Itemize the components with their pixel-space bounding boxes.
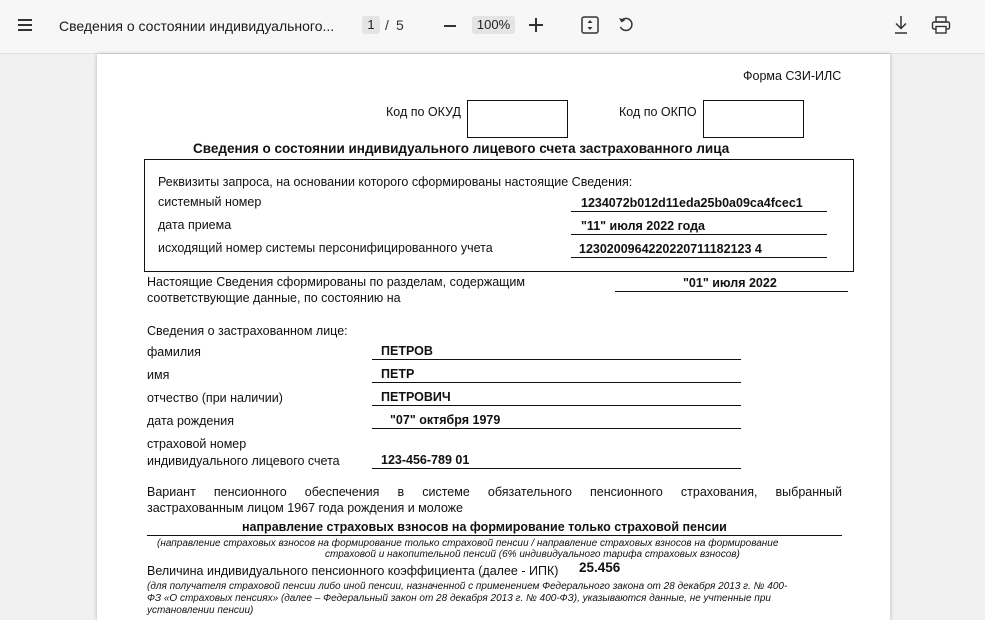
pension-note-2: страховой и накопительной пенсий (6% индивидуального тарифа страховых взносов) — [325, 549, 740, 560]
system-number-value: 1234072b012d11eda25b0a09ca4fcec1 — [581, 196, 803, 210]
ipk-note-1: (для получателя страховой пенсии либо иной пенсии, назначенной с применением Федерального закона от 28 декабря 2013 г. № 400- — [147, 581, 788, 592]
zoom-level[interactable]: 100% — [472, 16, 515, 34]
surname-label: фамилия — [147, 345, 201, 359]
fit-page-icon[interactable] — [581, 16, 599, 34]
date-underline — [571, 234, 827, 235]
birth-label: дата рождения — [147, 414, 235, 428]
document-page — [97, 54, 890, 620]
surname-value: ПЕТРОВ — [381, 344, 433, 358]
surname-underline — [372, 359, 741, 360]
person-intro: Сведения о застрахованном лице: — [147, 324, 348, 338]
pension-line-2: застрахованным лицом 1967 года рождения и моложе — [147, 501, 463, 515]
okpo-box — [703, 100, 804, 138]
date-value: "11" июля 2022 года — [581, 219, 705, 233]
ipk-value: 25.456 — [579, 560, 621, 575]
pension-choice: направление страховых взносов на формирование только страховой пенсии — [242, 520, 727, 534]
birth-underline — [372, 428, 741, 429]
name-underline — [372, 382, 741, 383]
patronymic-label: отчество (при наличии) — [147, 391, 283, 405]
pension-choice-underline — [147, 535, 842, 536]
print-icon[interactable] — [931, 16, 951, 34]
formed-line-2: соответствующие данные, по состоянию на — [147, 291, 401, 305]
zoom-in-icon[interactable] — [529, 18, 543, 32]
menu-icon[interactable] — [18, 19, 32, 31]
download-icon[interactable] — [892, 15, 910, 35]
snils-label-2: индивидуального лицевого счета — [147, 454, 340, 468]
okud-label: Код по ОКУД — [386, 105, 461, 119]
ipk-note-2: ФЗ «О страховых пенсиях» (далее – Федеральный закон от 28 декабря 2013 г. № 400-ФЗ), указываются данные, не учтенные при — [147, 593, 771, 604]
formed-date-underline — [615, 291, 848, 292]
pension-line-1: Вариант пенсионного обеспечения в системе обязательного пенсионного страхования, выбранный — [147, 485, 842, 499]
system-number-underline — [571, 211, 827, 212]
ipk-note-3: установлении пенсии) — [147, 605, 254, 616]
formed-line-1: Настоящие Сведения сформированы по разделам, содержащим — [147, 275, 526, 289]
patronymic-value: ПЕТРОВИЧ — [381, 390, 451, 404]
snils-underline — [372, 468, 741, 469]
rotate-icon[interactable] — [617, 16, 635, 34]
date-label: дата приема — [158, 218, 232, 232]
outgoing-value: 1230200964220220711182123 4 — [579, 242, 762, 256]
birth-value: "07" октября 1979 — [390, 413, 501, 427]
zoom-out-icon[interactable] — [444, 25, 456, 27]
name-value: ПЕТР — [381, 367, 415, 381]
document-heading: Сведения о состоянии индивидуального лицевого счета застрахованного лица — [193, 141, 730, 156]
outgoing-underline — [571, 257, 827, 258]
okud-box — [467, 100, 568, 138]
page-separator: / — [385, 17, 389, 33]
request-intro: Реквизиты запроса, на основании которого сформированы настоящие Сведения: — [158, 175, 633, 189]
form-label: Форма СЗИ-ИЛС — [743, 69, 842, 83]
system-number-label: системный номер — [158, 195, 262, 209]
ipk-label: Величина индивидуального пенсионного коэффициента (далее - ИПК) — [147, 564, 559, 578]
pdf-toolbar — [0, 0, 985, 54]
total-pages: 5 — [396, 17, 404, 33]
outgoing-label: исходящий номер системы персонифицированного учета — [158, 241, 493, 255]
current-page-input[interactable]: 1 — [362, 16, 380, 34]
snils-value: 123-456-789 01 — [381, 453, 470, 467]
okpo-label: Код по ОКПО — [619, 105, 697, 119]
pension-note-1: (направление страховых взносов на формирование только страховой пенсии / направление страховых взносов на формирование — [157, 538, 779, 549]
snils-label-1: страховой номер — [147, 437, 247, 451]
formed-date: "01" июля 2022 — [683, 276, 777, 290]
document-title: Сведения о состоянии индивидуального... — [59, 18, 335, 34]
name-label: имя — [147, 368, 170, 382]
patronymic-underline — [372, 405, 741, 406]
